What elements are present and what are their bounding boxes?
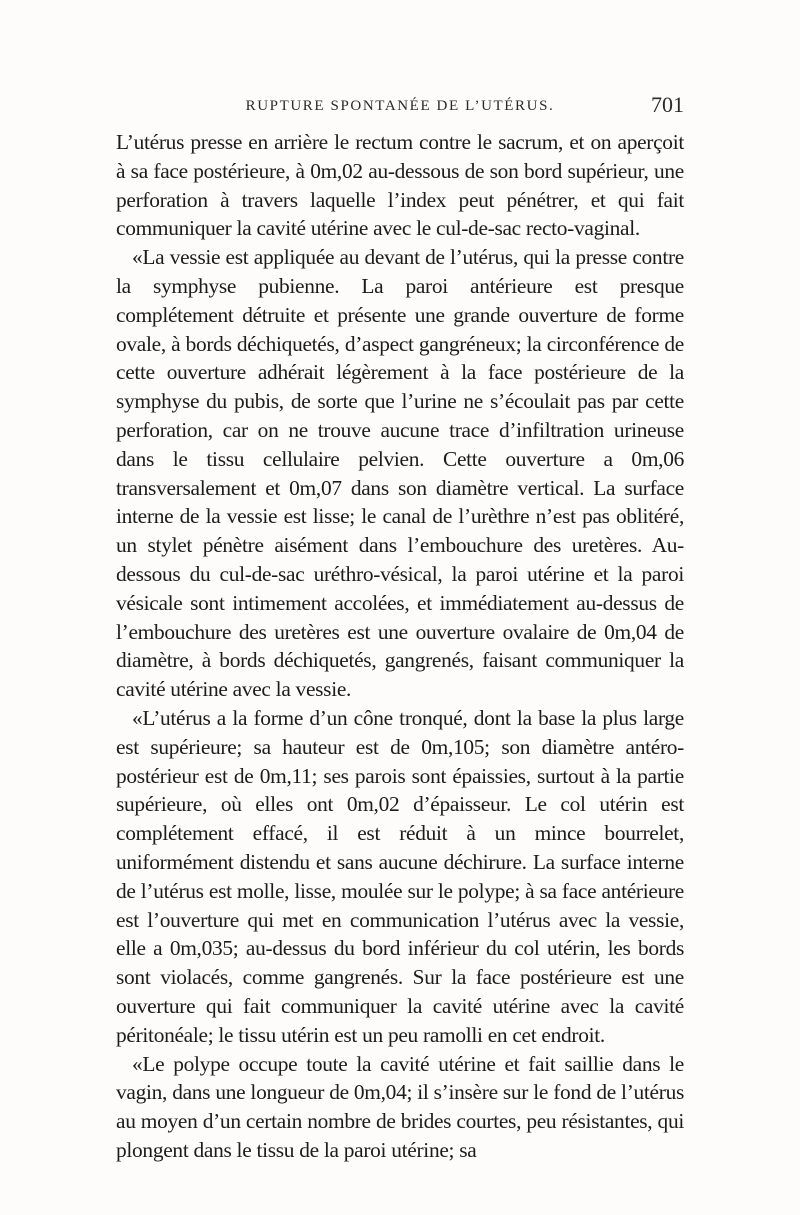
paragraph-3: «L’utérus a la forme d’un cône tronqué, dont la base la plus large est supérieure; sa hauteur est de 0m,105; son diamètre antéro-postérieur est de 0m,11; ses parois sont épaissies, surtout à la partie supérieure, où elles ont 0m,02 d’épaisseur. Le col utérin est complétement effacé, il est réduit à un mince bourrelet, uniformément distendu et sans aucune déchirure. La surface interne de l’utérus est molle, lisse, moulée sur le polype; à sa face antérieure est l’ouverture qui met en communication l’utérus avec la vessie, elle a 0m,035; au-dessus du bord inférieur du col utérin, les bords sont violacés, comme gangrenés. Sur la face postérieure est une ouverture qui fait communiquer la cavité utérine avec la cavité péritonéale; le tissu utérin est un peu ramolli en cet endroit. <box>116 705 684 1047</box>
page-number: 701 <box>651 92 684 117</box>
paragraph-4: «Le polype occupe toute la cavité utérine et fait saillie dans le vagin, dans une longueur de 0m,04; il s’insère sur le fond de l’utérus au moyen d’un certain nombre de brides courtes, peu résistantes, qui plongent dans le tissu de la paroi utérine; sa <box>116 1051 684 1162</box>
paragraph-2: «La vessie est appliquée au devant de l’utérus, qui la presse contre la symphyse pubienne. La paroi antérieure est presque complétement détruite et présente une grande ouverture de forme ovale, à bords déchiquetés, d’aspect gangréneux; la circonférence de cette ouverture adhérait légèrement à la face postérieure de la symphyse du pubis, de sorte que l’urine ne s’écoulait pas par cette perforation, car on ne trouve aucune trace d’infiltration urineuse dans le tissu cellulaire pelvien. Cette ouverture a 0m,06 transversalement et 0m,07 dans son diamètre vertical. La surface interne de la vessie est lisse; le canal de l’urèthre n’est pas oblitéré, un stylet pénètre aisément dans l’embouchure des uretères. Au-dessous du cul-de-sac uréthro-vésical, la paroi utérine et la paroi vésicale sont intimement accolées, et immédiatement au-dessus de l’embouchure des uretères est une ouverture ovalaire de 0m,04 de diamètre, à bords déchiquetés, gangrenés, faisant communiquer la cavité utérine avec la vessie. <box>116 245 684 702</box>
body-text <box>116 128 684 1165</box>
paragraph-1: L’utérus presse en arrière le rectum contre le sacrum, et on aperçoit à sa face postérieure, à 0m,02 au-dessous de son bord supérieur, une perforation à travers laquelle l’index peut pénétrer, et qui fait communiquer la cavité utérine avec le cul-de-sac recto-vaginal. <box>116 130 684 241</box>
running-title: RUPTURE SPONTANÉE DE L’UTÉRUS. <box>245 98 555 114</box>
running-head <box>116 94 684 124</box>
